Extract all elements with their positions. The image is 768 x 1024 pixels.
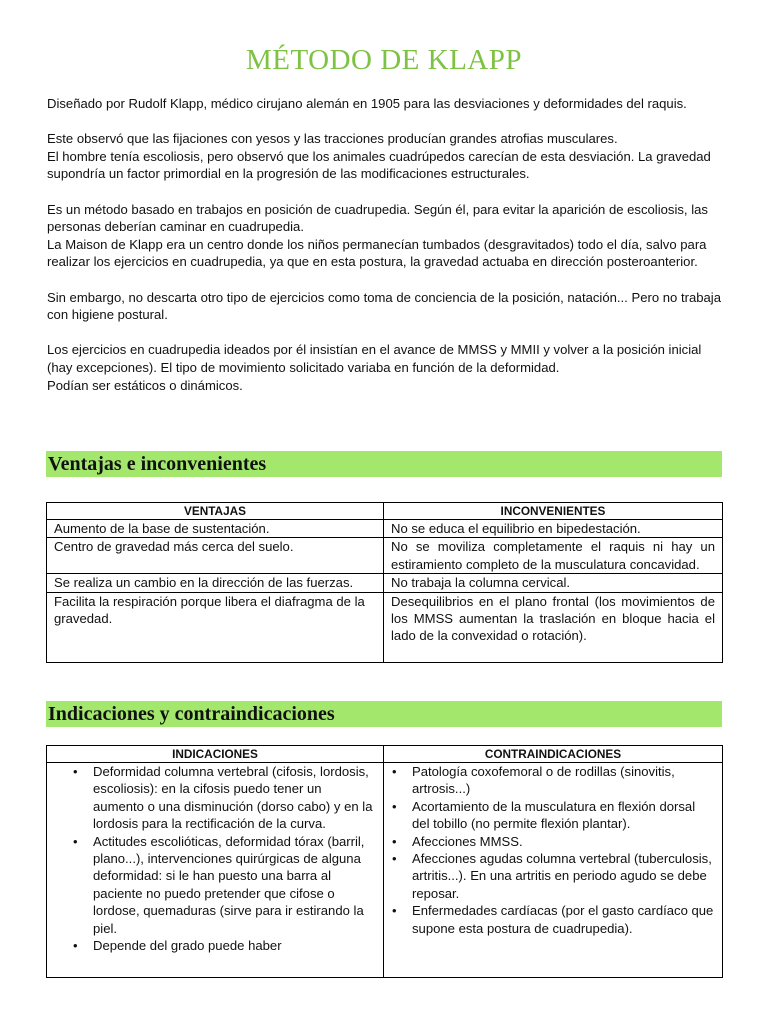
intro-paragraph: Diseñado por Rudolf Klapp, médico cirujano alemán en 1905 para las desviaciones y deformidades del raquis. <box>47 96 687 111</box>
contraindicaciones-cell <box>384 763 723 978</box>
bullet-icon: • <box>392 833 397 849</box>
bullet-icon: • <box>392 903 397 919</box>
list-item-text: Afecciones agudas columna vertebral (tuberculosis, artritis...). En una artritis en periodo agudo se debe reposar. <box>412 851 712 901</box>
bullet-icon: • <box>73 833 78 849</box>
table-row <box>47 592 723 662</box>
intro-text <box>47 95 727 412</box>
list-item-text: Actitudes escolióticas, deformidad tórax (barril, plano...), intervenciones quirúrgicas de alguna deformidad: si le han puesto una barra al paciente no puedo pretender que cifose o lordose, quemaduras (sirve para ir estirando la piel. <box>93 833 365 936</box>
table-row <box>47 520 723 538</box>
list-item-text: Deformidad columna vertebral (cifosis, lordosis, escoliosis): en la cifosis puedo tener un aumento o una disminución (dorso cabo) y en la lordosis para la rectificación de la curva. <box>93 764 373 832</box>
page-title: MÉTODO DE KLAPP <box>245 44 523 76</box>
list-item-text: Depende del grado puede haber <box>93 938 282 954</box>
bullet-icon: • <box>73 938 78 954</box>
contraindicaciones-list <box>384 763 714 937</box>
column-header-inconvenientes: INCONVENIENTES <box>384 503 723 520</box>
column-header-ventajas: VENTAJAS <box>47 503 384 520</box>
intro-paragraph: Es un método basado en trabajos en posición de cuadrupedia. Según él, para evitar la aparición de escoliosis, las personas deberían caminar en cuadrupedia. La Maison de Klapp era un centro donde los niños permanecían tumbados (desgravitados) todo el día, salvo para realizar los ejercicios en cuadrupedia, ya que en esta postura, la gravedad actuaba en dirección posteroanterior. <box>47 201 708 270</box>
list-item <box>384 798 714 833</box>
list-item <box>47 833 375 937</box>
intro-paragraph: Sin embargo, no descarta otro tipo de ejercicios como toma de conciencia de la posición, natación... Pero no trabaja con higiene postural. <box>47 289 721 323</box>
list-item <box>384 850 714 902</box>
bullet-icon: • <box>392 798 397 814</box>
column-header-contraindicaciones: CONTRAINDICACIONES <box>384 746 723 763</box>
inconveniente-cell: Desequilibrios en el plano frontal (los movimientos de los MMSS aumentan la traslación en bloque hacia el lado de la convexidad o rotación). <box>384 592 723 662</box>
list-item-text: Afecciones MMSS. <box>412 833 523 849</box>
section-heading-indicaciones: Indicaciones y contraindicaciones <box>46 701 722 727</box>
indicaciones-list <box>47 763 375 954</box>
section-heading-ventajas: Ventajas e inconvenientes <box>46 451 722 477</box>
table-row <box>47 574 723 592</box>
list-item <box>47 937 375 954</box>
ventaja-cell: Aumento de la base de sustentación. <box>47 520 384 538</box>
indicaciones-table <box>46 745 723 978</box>
intro-paragraph: Este observó que las fijaciones con yesos y las tracciones producían grandes atrofias musculares. El hombre tenía escoliosis, pero observó que los animales cuadrúpedos carecían de esta desviación. La gravedad supondría un factor primordial en la progresión de las modificaciones estructurales. <box>47 131 711 182</box>
list-item-text: Patología coxofemoral o de rodillas (sinovitis, artrosis...) <box>412 764 675 797</box>
intro-paragraph: Los ejercicios en cuadrupedia ideados por él insistían en el avance de MMSS y MMII y volver a la posición inicial (hay excepciones). El tipo de movimiento solicitado variaba en función de la deformidad. Podían ser estáticos o dinámicos. <box>47 342 702 393</box>
indicaciones-cell <box>47 763 384 978</box>
ventaja-cell: Facilita la respiración porque libera el diafragma de la gravedad. <box>47 592 384 662</box>
inconveniente-cell: No trabaja la columna cervical. <box>384 574 723 592</box>
table-row <box>47 763 723 978</box>
list-item-text: Enfermedades cardíacas (por el gasto cardíaco que supone esta postura de cuadrupedia). <box>412 903 714 936</box>
bullet-icon: • <box>73 764 78 779</box>
bullet-icon: • <box>392 851 397 867</box>
list-item <box>47 763 375 833</box>
bullet-icon: • <box>392 764 397 779</box>
table-row <box>47 538 723 574</box>
inconveniente-cell: No se moviliza completamente el raquis ni hay un estiramiento completo de la musculatura concavidad. <box>384 538 723 574</box>
column-header-indicaciones: INDICACIONES <box>47 746 384 763</box>
list-item <box>384 902 714 937</box>
ventajas-table <box>46 502 723 663</box>
table-header-row <box>47 746 723 763</box>
ventaja-cell: Centro de gravedad más cerca del suelo. <box>47 538 384 574</box>
list-item-text: Acortamiento de la musculatura en flexión dorsal del tobillo (no permite flexión plantar). <box>412 798 696 832</box>
list-item <box>384 833 714 850</box>
inconveniente-cell: No se educa el equilibrio en bipedestación. <box>384 520 723 538</box>
table-header-row <box>47 503 723 520</box>
ventaja-cell: Se realiza un cambio en la dirección de las fuerzas. <box>47 574 384 592</box>
list-item <box>384 763 714 798</box>
